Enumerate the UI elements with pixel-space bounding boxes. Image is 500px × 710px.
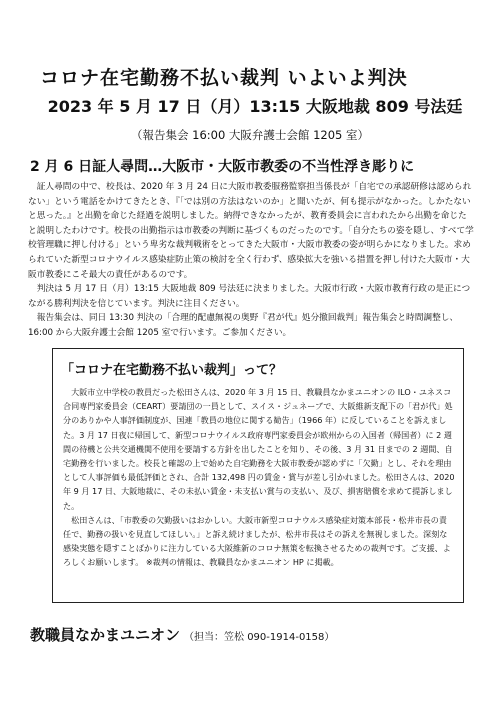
- section-heading: 2 月 6 日証人尋問…大阪市・大阪市教委の不当性浮き彫りに: [30, 159, 415, 175]
- section-body: [28, 180, 474, 341]
- box-body: [63, 385, 455, 570]
- flyer-title: コロナ在宅勤務不払い裁判 いよいよ判決: [40, 67, 408, 89]
- union-name: 教職員なかまユニオン: [30, 626, 181, 644]
- box-paragraph: 大阪市立中学校の教員だった松田さんは、2020 年 3 月 15 日、教職員なかまユニオンの ILO・ユネスコ合同専門家委員会（CEART）要請団の一員として、スイス・ジュネーブで、大阪維新支配下の「君が代」処分のありかや人事評価制度が、国連「教員の地位に関する勧告」（1966 年）に反していることを訴えました。3 月 17 日夜に帰国して、新型コロナウイルス政府専門家委員会が欧州からの入国者（帰国者）に 2 週間の待機と公共交通機関不使用を要請する方針を出したことを知り、その後、3 月 31 日までの 2 週間、自宅勤務を行いました。校長と確認の上で始めた自宅勤務を大阪市教委が認めずに「欠勤」とし、それを理由として人事評価も最低評価とされ、合計 132,498 円の賃金・賞与が差し引かれました。松田さんは、2020 年 9 月 17 日、大阪地裁に、その未払い賃金・未支払い賞与の支払い、及び、損害賠償を求めて提訴しました。: [63, 387, 455, 511]
- body-paragraph: 判決は 5 月 17 日（月）13:15 大阪地裁 809 号法廷に決まりました。大阪市行政・大阪市教育行政の是正につながる勝利判決を信じています。判決に注目ください。: [28, 284, 471, 309]
- body-paragraph: 証人尋問の中で、校長は、2020 年 3 月 24 日に大阪市教委服務監察担当係長が「自宅での承認研修は認められない」という電話をかけてきたとき、『「では別の方法はないのか」と聞いたが、何も提示がなかった。しかたないと思った。』と出勤を命じた経過を説明しました。納得できなかったが、教育委員会に言われたから出勤を命じたと説明したわけです。校長の出勤指示は市教委の判断に基づくものだったのです。「自分たちの姿を隠し、すべて学校管理職に押し付ける」という卑劣な裁判戦術をとってきた大阪市・大阪市教委の姿が明らかになりました。求められていた新型コロナウイルス感染症防止策の検討を全く行わず、感染拡大を強いる措置を押し付けた大阪市・大阪市教委にこそ最大の責任があるのです。: [28, 182, 474, 280]
- explanation-box: [52, 348, 464, 603]
- contact-info: （担当：笠松 090-1914-0158）: [184, 632, 335, 643]
- body-paragraph: 報告集会は、同日 13:30 判決の「合理的配慮無視の奥野『君が代』処分撤回裁判」報告集会と時間調整し、16:00 から大阪弁護士会館 1205 室で行います。ご参加ください。: [28, 313, 459, 338]
- box-paragraph: 松田さんは、「市教委の欠勤扱いはおかしい。大阪市新型コロナウルス感染症対策本部長・松井市長の責任で、勤務の扱いを見直してほしい。」と訴え続けましたが、松井市長はその訴えを無視しました。深刻な感染実態を隠すことばかりに注力している大阪維新のコロナ無策を転換させるための裁判です。ご支援、よろしくお願いします。 ※裁判の情報は、教職員なかまユニオン HP に掲載。: [63, 514, 451, 568]
- trial-date-line: 2023 年 5 月 17 日（月）13:15 大阪地裁 809 号法廷: [47, 97, 463, 116]
- box-title: 「コロナ在宅勤務不払い裁判」って？: [61, 363, 283, 378]
- footer: [30, 624, 480, 645]
- report-meeting-note: （報告集会 16:00 大阪弁護士会館 1205 室）: [130, 128, 370, 142]
